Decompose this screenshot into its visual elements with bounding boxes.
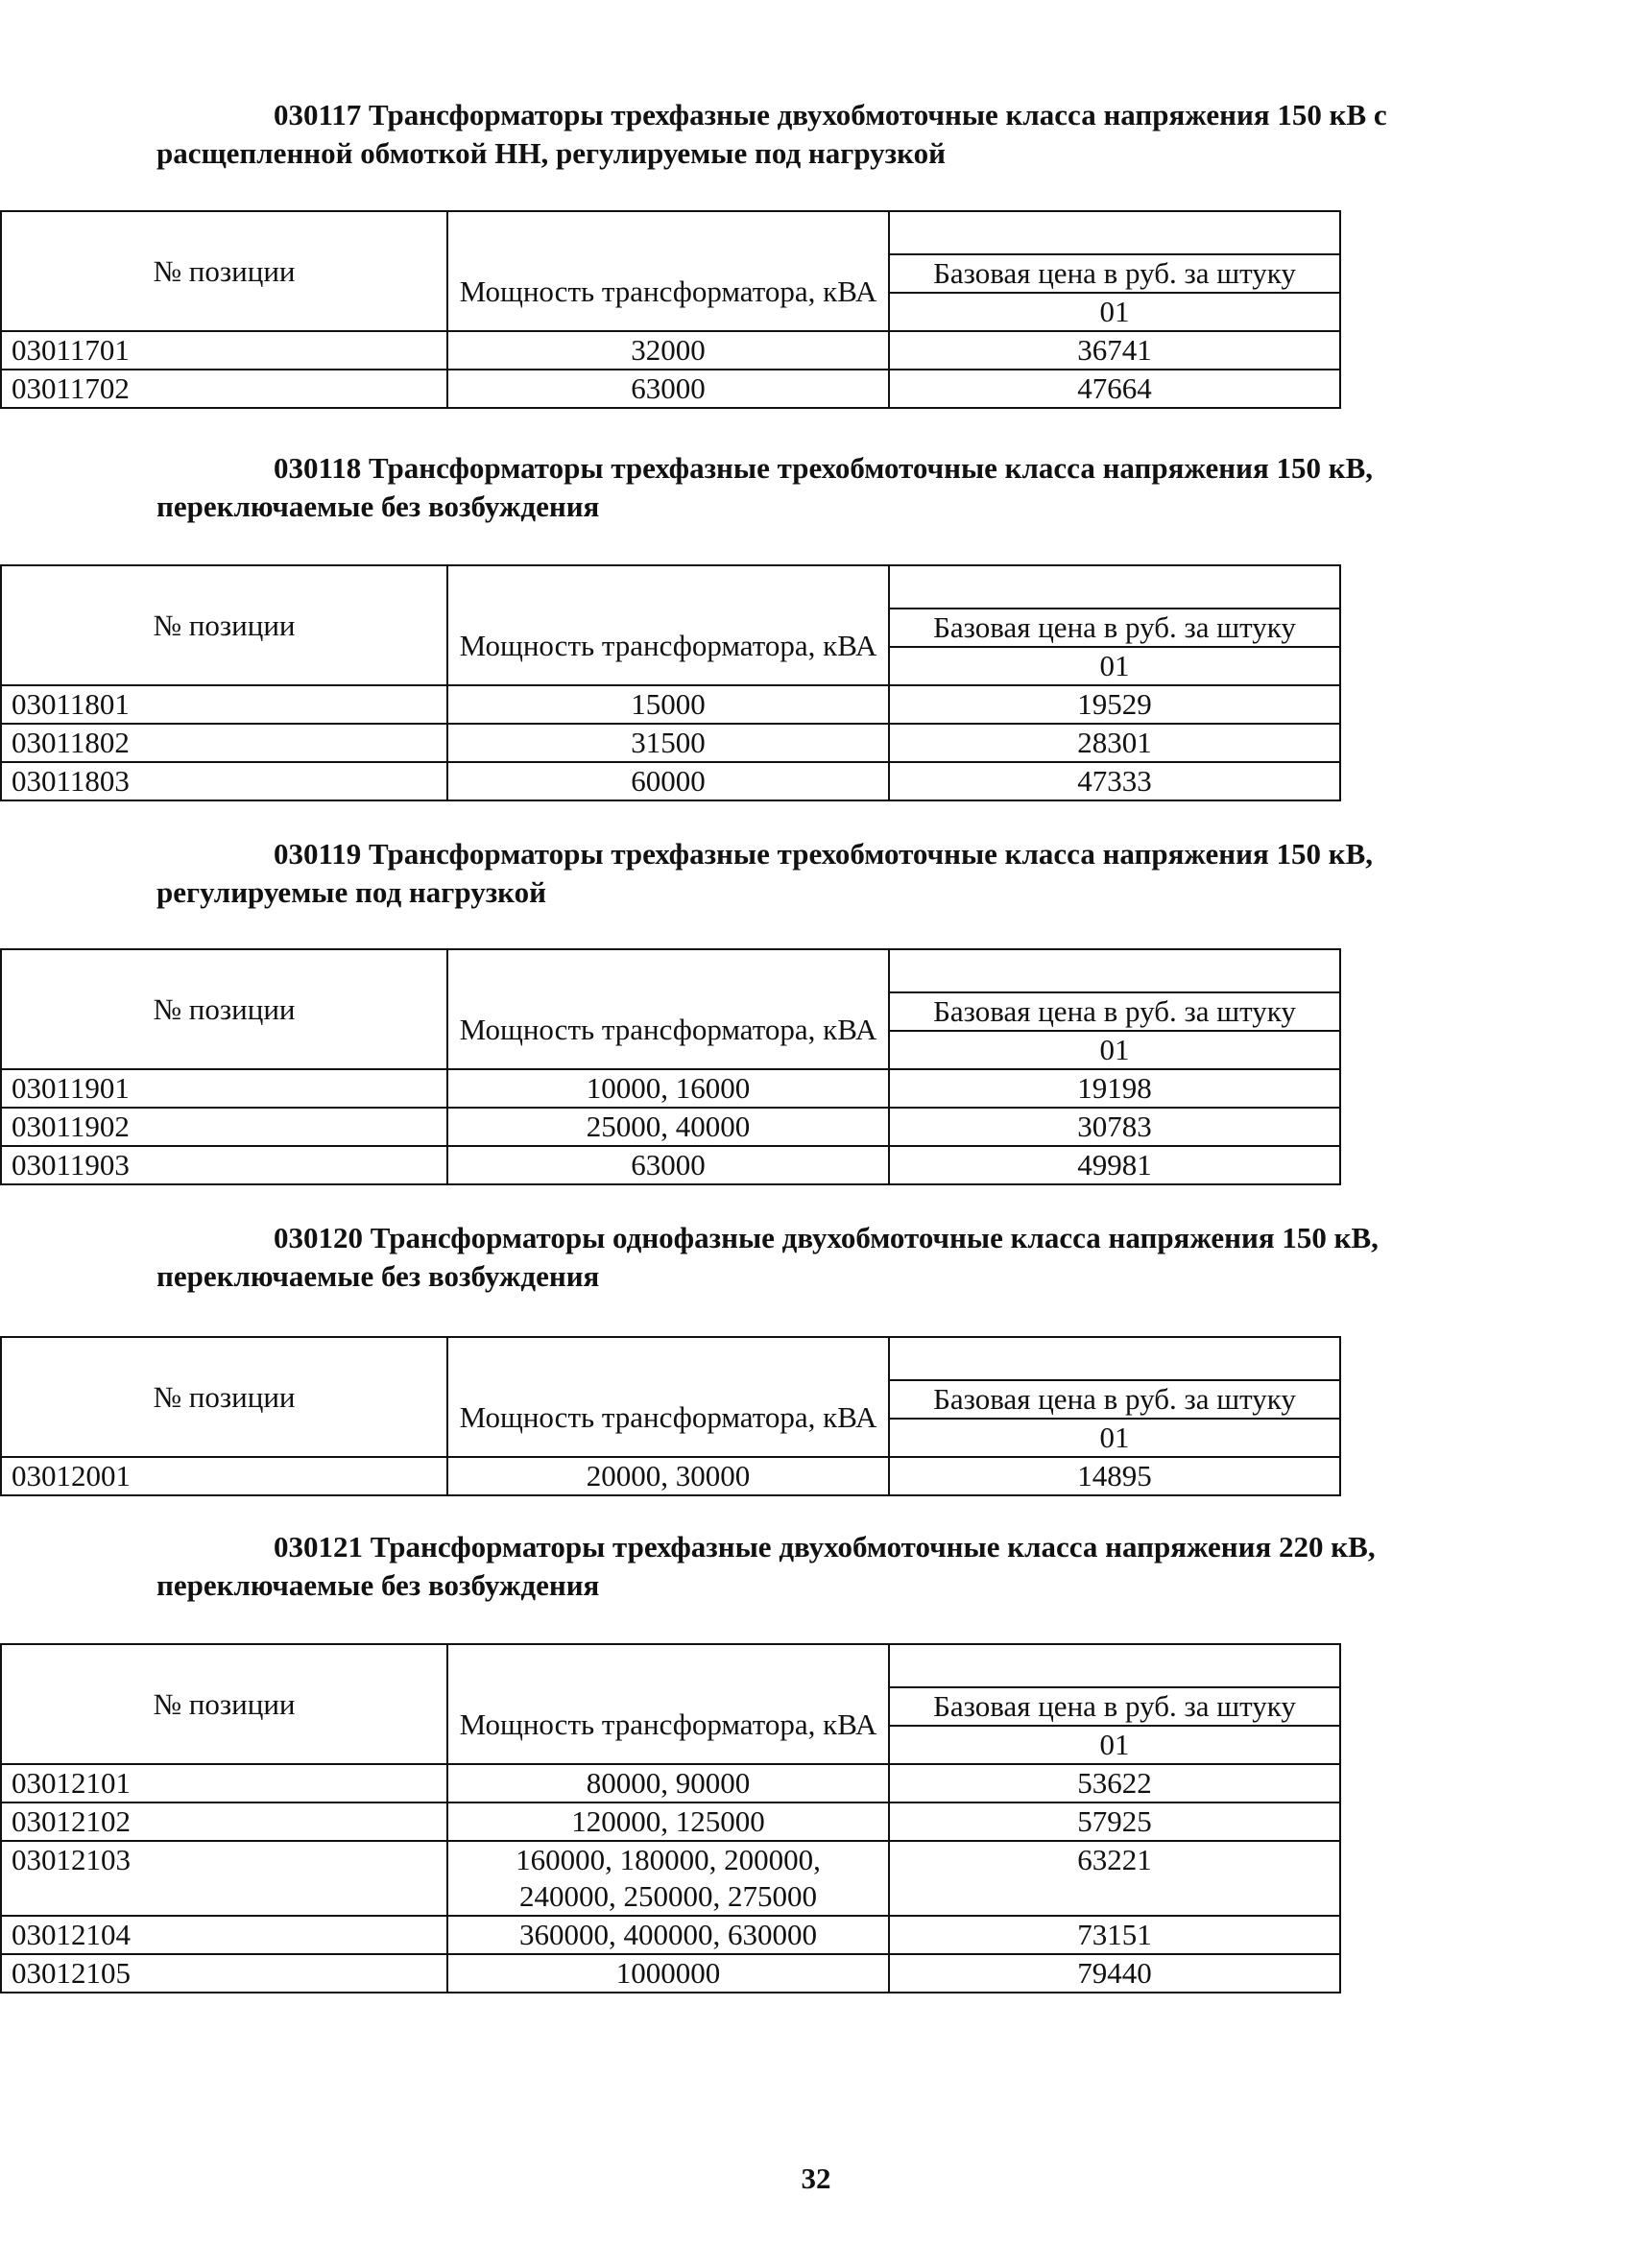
header-price: Базовая цена в руб. за штуку [889, 1687, 1340, 1726]
section-030117 [156, 96, 1496, 173]
header-price: Базовая цена в руб. за штуку [889, 992, 1340, 1031]
header-position: № позиции [1, 1644, 447, 1764]
cell-price: 73151 [889, 1916, 1340, 1954]
cell-position: 03011802 [1, 724, 447, 762]
price-table-030118 [0, 564, 1341, 801]
table-row [1, 1954, 1340, 1993]
section-title: 030117 Трансформаторы трехфазные двухобмоточные класса напряжения 150 кВ с расщепленной обмоткой НН, регулируемые под нагрузкой [156, 98, 1387, 170]
cell-price: 14895 [889, 1457, 1340, 1495]
cell-price: 30783 [889, 1108, 1340, 1146]
header-price: Базовая цена в руб. за штуку [889, 254, 1340, 293]
table-row [1, 1841, 1340, 1916]
cell-price: 63221 [889, 1841, 1340, 1916]
cell-power: 20000, 30000 [447, 1457, 889, 1495]
cell-price: 47664 [889, 370, 1340, 408]
price-table-030121 [0, 1643, 1341, 1993]
cell-power: 80000, 90000 [447, 1764, 889, 1802]
page-number: 32 [801, 2161, 831, 2195]
header-position: № позиции [1, 1337, 447, 1457]
header-price-code: 01 [889, 293, 1340, 331]
table-row [1, 1146, 1340, 1184]
header-price: Базовая цена в руб. за штуку [889, 1380, 1340, 1419]
header-power: Мощность трансформатора, кВА [447, 565, 889, 685]
cell-price: 57925 [889, 1802, 1340, 1841]
header-position: № позиции [1, 949, 447, 1069]
cell-power: 63000 [447, 370, 889, 408]
table-row [1, 1802, 1340, 1841]
cell-power: 60000 [447, 762, 889, 800]
cell-power: 63000 [447, 1146, 889, 1184]
cell-power: 31500 [447, 724, 889, 762]
cell-position: 03011903 [1, 1146, 447, 1184]
cell-price: 19198 [889, 1069, 1340, 1108]
cell-position: 03011902 [1, 1108, 447, 1146]
section-030120 [156, 1219, 1496, 1296]
cell-position: 03011803 [1, 762, 447, 800]
section-030121 [156, 1528, 1496, 1605]
cell-price: 36741 [889, 331, 1340, 370]
cell-price: 49981 [889, 1146, 1340, 1184]
table-row [1, 331, 1340, 370]
header-power: Мощность трансформатора, кВА [447, 211, 889, 331]
cell-position: 03012101 [1, 1764, 447, 1802]
cell-position: 03012103 [1, 1841, 447, 1916]
section-title: 030119 Трансформаторы трехфазные трехобмоточные класса напряжения 150 кВ, регулируемые под нагрузкой [156, 837, 1374, 909]
cell-position: 03012104 [1, 1916, 447, 1954]
cell-price: 53622 [889, 1764, 1340, 1802]
cell-position: 03012102 [1, 1802, 447, 1841]
cell-position: 03011801 [1, 685, 447, 724]
cell-price: 47333 [889, 762, 1340, 800]
header-price: Базовая цена в руб. за штуку [889, 609, 1340, 647]
table-row [1, 1108, 1340, 1146]
price-table-030117 [0, 210, 1341, 409]
cell-price: 19529 [889, 685, 1340, 724]
table-row [1, 370, 1340, 408]
header-position: № позиции [1, 565, 447, 685]
header-power: Мощность трансформатора, кВА [447, 1644, 889, 1764]
table-row [1, 1764, 1340, 1802]
cell-power: 360000, 400000, 630000 [447, 1916, 889, 1954]
table-row [1, 685, 1340, 724]
section-title: 030118 Трансформаторы трехфазные трехобмоточные класса напряжения 150 кВ, переключаемые без возбуждения [156, 451, 1374, 523]
cell-position: 03011702 [1, 370, 447, 408]
price-table-030119 [0, 948, 1341, 1185]
cell-power: 120000, 125000 [447, 1802, 889, 1841]
cell-position: 03011901 [1, 1069, 447, 1108]
section-030118 [156, 449, 1496, 526]
table-row [1, 724, 1340, 762]
section-title: 030121 Трансформаторы трехфазные двухобмоточные класса напряжения 220 кВ, переключаемые без возбуждения [156, 1530, 1376, 1602]
cell-power: 1000000 [447, 1954, 889, 1993]
cell-price: 79440 [889, 1954, 1340, 1993]
header-price-code: 01 [889, 647, 1340, 685]
cell-power: 15000 [447, 685, 889, 724]
header-position: № позиции [1, 211, 447, 331]
header-power: Мощность трансформатора, кВА [447, 949, 889, 1069]
table-row [1, 1916, 1340, 1954]
table-row [1, 1457, 1340, 1495]
section-title: 030120 Трансформаторы однофазные двухобмоточные класса напряжения 150 кВ, переключаемые без возбуждения [156, 1221, 1379, 1293]
table-row [1, 762, 1340, 800]
cell-position: 03012001 [1, 1457, 447, 1495]
cell-power: 25000, 40000 [447, 1108, 889, 1146]
header-price-code: 01 [889, 1031, 1340, 1069]
table-row [1, 1069, 1340, 1108]
section-030119 [156, 835, 1496, 912]
price-table-030120 [0, 1336, 1341, 1496]
cell-position: 03011701 [1, 331, 447, 370]
cell-price: 28301 [889, 724, 1340, 762]
header-price-code: 01 [889, 1419, 1340, 1457]
header-power: Мощность трансформатора, кВА [447, 1337, 889, 1457]
cell-power: 160000, 180000, 200000, 240000, 250000, 275000 [447, 1841, 889, 1916]
header-price-code: 01 [889, 1726, 1340, 1764]
cell-position: 03012105 [1, 1954, 447, 1993]
cell-power: 10000, 16000 [447, 1069, 889, 1108]
cell-power: 32000 [447, 331, 889, 370]
